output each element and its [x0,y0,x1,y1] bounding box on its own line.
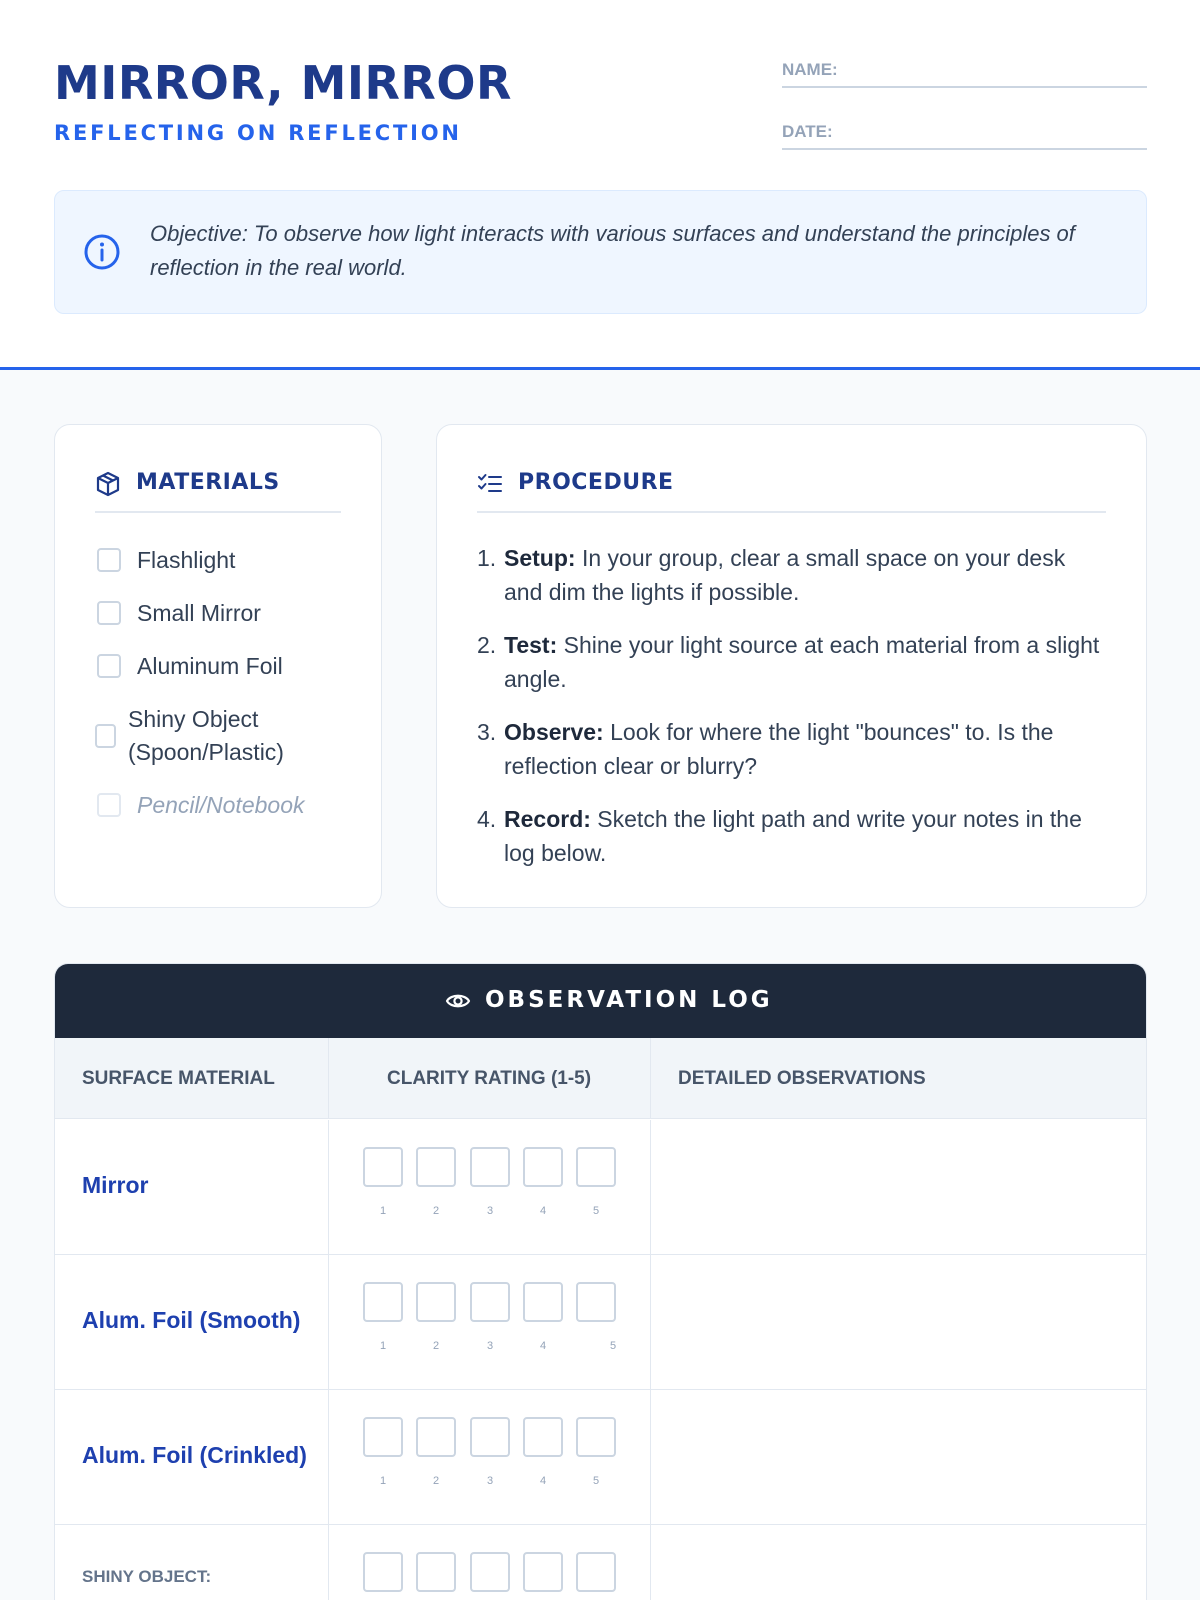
materials-title: MATERIALS [136,470,280,495]
material-label: Flashlight [137,547,236,573]
log-header [55,964,1146,1038]
clarity-rating [329,1525,651,1600]
rating-label: 1 [380,1475,387,1487]
rating-box[interactable] [576,1147,616,1187]
surface-material: Alum. Foil (Smooth) [82,1307,301,1333]
name-field[interactable] [782,54,1147,88]
rating-box[interactable] [576,1282,616,1322]
observation-cell[interactable] [651,1525,1147,1600]
table-row [55,1390,1147,1525]
rating-box[interactable] [470,1417,510,1457]
material-checkbox[interactable] [97,654,121,678]
rating-label: 2 [433,1475,440,1487]
objective-box [54,190,1147,314]
page-subtitle: REFLECTING ON REFLECTION [54,121,462,145]
rating-label: 3 [487,1205,494,1217]
rating-box[interactable] [416,1147,456,1187]
material-label: Small Mirror [137,600,261,626]
material-checkbox[interactable] [97,601,121,625]
surface-material: Alum. Foil (Crinkled) [82,1442,307,1468]
rating-label: 3 [487,1475,494,1487]
materials-card [54,424,382,908]
material-checkbox[interactable] [97,548,121,572]
rating-box[interactable] [416,1417,456,1457]
checklist-icon [477,471,503,497]
material-checkbox[interactable] [97,793,121,817]
rating-label: 4 [540,1340,547,1352]
log-title: OBSERVATION LOG [485,987,773,1013]
material-label: Aluminum Foil [137,653,283,679]
procedure-card: PROCEDURE 1. Setup: In your group, clear a small space on your desk and dim the lights if possible. 2. Test: Shine your light source at each material from a slight angle. 3. Observe: Look for where the light "bounces" to. Is the reflection clear or blurry? 4. Record: Sketch the light path and write your notes in the log below. [436,424,1147,908]
rating-box[interactable] [576,1552,616,1592]
rating-label: 5 [593,1205,600,1217]
rating-box[interactable] [363,1552,403,1592]
rating-label: 2 [433,1340,440,1352]
worksheet-header [0,0,1200,370]
material-label: Pencil/Notebook [137,792,305,818]
rating-box[interactable] [363,1417,403,1457]
eye-icon [445,989,471,1013]
date-field[interactable] [782,116,1147,150]
rating-box[interactable] [363,1147,403,1187]
procedure-header [477,469,1106,513]
column-header: DETAILED OBSERVATIONS [651,1038,1147,1119]
clarity-rating [329,1120,651,1255]
material-label: Shiny Object [128,706,259,732]
rating-label: 4 [540,1205,547,1217]
observation-cell[interactable] [651,1255,1147,1390]
table-row [55,1120,1147,1255]
column-header: SURFACE MATERIAL [55,1038,329,1119]
rating-box[interactable] [470,1282,510,1322]
rating-label: 1 [380,1340,387,1352]
rating-box[interactable] [470,1552,510,1592]
page-title: MIRROR, MIRROR [54,56,512,110]
surface-material: SHINY OBJECT: [82,1567,212,1586]
rating-label: 4 [540,1475,547,1487]
rating-box[interactable] [470,1147,510,1187]
procedure-title: PROCEDURE [518,470,674,495]
clarity-rating [329,1390,651,1525]
rating-label: 2 [433,1205,440,1217]
rating-box[interactable] [416,1552,456,1592]
box-icon [95,471,121,497]
material-label-line2: (Spoon/Plastic) [128,739,284,765]
rating-box[interactable] [523,1417,563,1457]
rating-box[interactable] [416,1282,456,1322]
material-checkbox[interactable] [95,724,116,748]
rating-label: 1 [380,1205,387,1217]
date-label: DATE: [782,122,833,141]
column-header: CLARITY RATING (1-5) [329,1038,651,1119]
surface-material: Mirror [82,1172,149,1198]
objective-text: Objective: To observe how light interacts with various surfaces and understand the principles of reflection in the real world. [150,221,1075,280]
rating-box[interactable] [523,1147,563,1187]
rating-label: 5 [610,1340,617,1352]
rating-label: 5 [593,1475,600,1487]
clarity-rating [329,1255,651,1390]
table-row [55,1255,1147,1390]
rating-box[interactable] [523,1552,563,1592]
observation-cell[interactable] [651,1120,1147,1255]
rating-box[interactable] [576,1417,616,1457]
materials-header [95,469,341,513]
rating-label: 3 [487,1340,494,1352]
rating-box[interactable] [523,1282,563,1322]
observation-log [54,963,1147,1600]
info-icon [83,233,121,271]
observation-cell[interactable] [651,1390,1147,1525]
name-label: NAME: [782,60,838,79]
table-row [55,1525,1147,1600]
rating-box[interactable] [363,1282,403,1322]
